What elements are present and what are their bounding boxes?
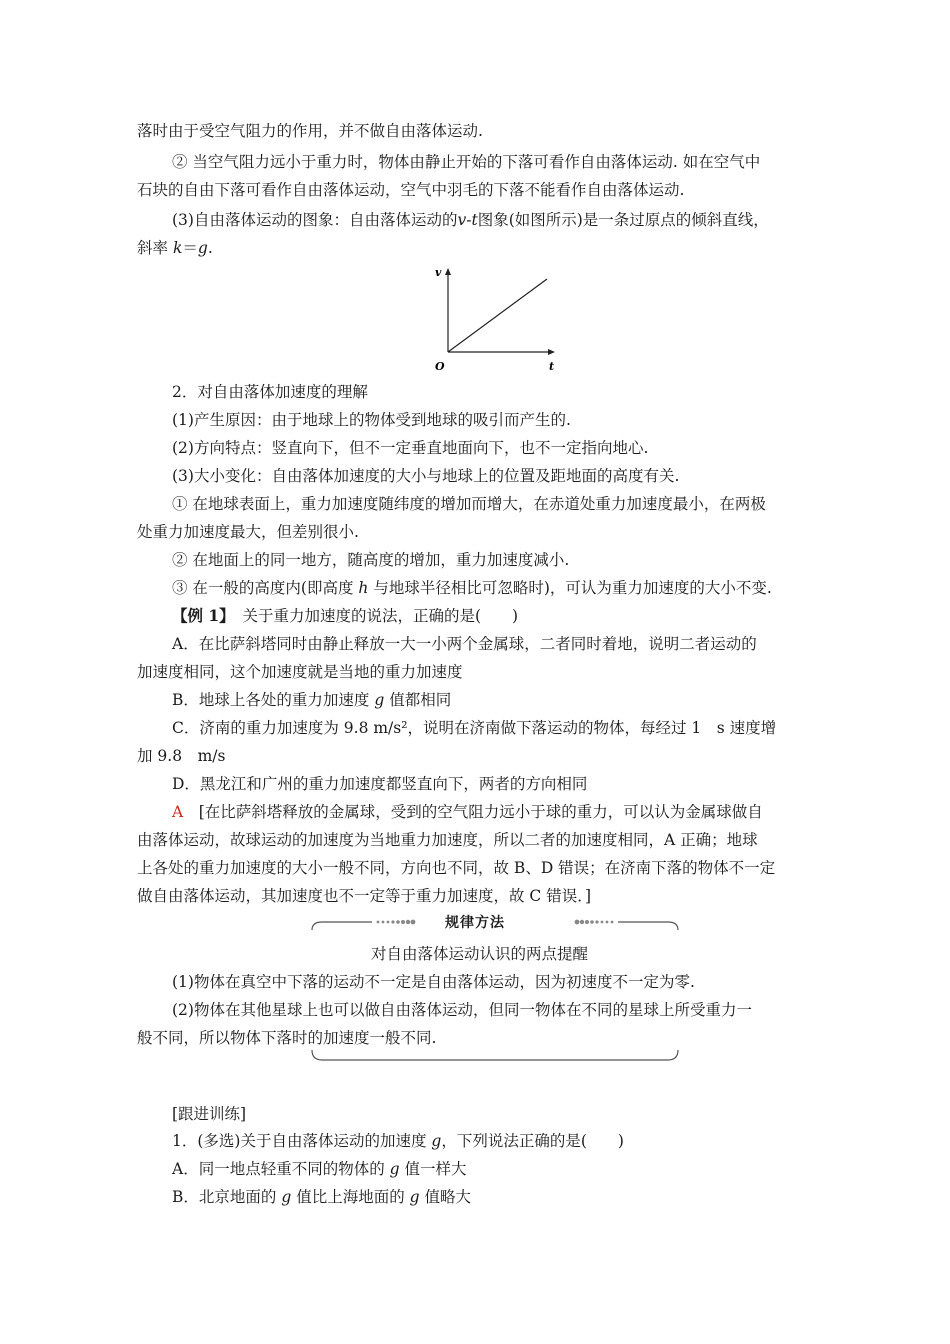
explanation-line: 由落体运动，故球运动的加速度为当地重力加速度，所以二者的加速度相同，A 正确；地球 xyxy=(137,831,758,849)
variable: v-t xyxy=(457,211,478,229)
option-a: A．在比萨斜塔同时由静止释放一大一小两个金属球，二者同时着地，说明二者运动的 xyxy=(172,635,757,653)
x-axis-arrow xyxy=(548,349,555,355)
option-c: C．济南的重力加速度为 9.8 m/s²，说明在济南做下落运动的物体，每经过 1 s 速度增 xyxy=(172,719,777,737)
text-line: 般不同，所以物体下落时的加速度一般不同. xyxy=(137,1029,437,1047)
practice-question: 1．(多选)关于自由落体运动的加速度 g，下列说法正确的是( ) xyxy=(172,1132,624,1150)
practice-option-b: B．北京地面的 g 值比上海地面的 g 值略大 xyxy=(172,1188,472,1206)
text-line: ③ 在一般的高度内(即高度 h 与地球半径相比可忽略时)，可认为重力加速度的大小不变. xyxy=(172,579,772,597)
text-line: 斜率 k＝g. xyxy=(137,239,213,257)
vt-line xyxy=(448,279,547,352)
text-line: 落时由于受空气阻力的作用，并不做自由落体运动. xyxy=(137,122,483,140)
text-line: (2)物体在其他星球上也可以做自由落体运动，但同一物体在不同的星球上所受重力一 xyxy=(172,1001,752,1019)
text-line: (3)大小变化：自由落体加速度的大小与地球上的位置及距地面的高度有关. xyxy=(172,467,680,485)
explanation: A [在比萨斜塔释放的金属球，受到的空气阻力远小于球的重力，可以认为金属球做自 xyxy=(172,803,763,821)
practice-option-a: A．同一地点轻重不同的物体的 g 值一样大 xyxy=(172,1160,467,1178)
text-line: 处重力加速度最大，但差别很小. xyxy=(137,523,359,541)
vt-graph-figure xyxy=(425,262,575,377)
text-line: (2)方向特点：竖直向下，但不一定垂直地面向下，也不一定指向地心. xyxy=(172,439,649,457)
y-axis-label: v xyxy=(435,266,442,279)
practice-label: [跟进训练] xyxy=(172,1105,247,1123)
explanation-line: 上各处的重力加速度的大小一般不同，方向也不同，故 B、D 错误；在济南下落的物体不一定 xyxy=(137,859,776,877)
text-line: (1)物体在真空中下落的运动不一定是自由落体运动，因为初速度不一定为零. xyxy=(172,973,695,991)
y-axis-arrow xyxy=(445,268,451,275)
explanation-line: 做自由落体运动，其加速度也不一定等于重力加速度，故 C 错误．] xyxy=(137,887,592,905)
text-line: ① 在地球表面上，重力加速度随纬度的增加而增大，在赤道处重力加速度最小，在两极 xyxy=(172,495,766,513)
text-line: (3)自由落体运动的图象：自由落体运动的v-t图象(如图所示)是一条过原点的倾斜直线， xyxy=(172,211,769,229)
example-question: 【例 1】 关于重力加速度的说法，正确的是( ) xyxy=(172,606,519,625)
option-b: B．地球上各处的重力加速度 g 值都相同 xyxy=(172,691,452,709)
option-a-cont: 加速度相同，这个加速度就是当地的重力加速度 xyxy=(137,663,463,681)
answer-letter: A xyxy=(172,803,184,821)
option-c-cont: 加 9.8 m/s xyxy=(137,747,226,765)
option-d: D．黑龙江和广州的重力加速度都竖直向下，两者的方向相同 xyxy=(172,775,588,793)
section-title: 2．对自由落体加速度的理解 xyxy=(172,383,368,401)
x-axis-label: t xyxy=(549,360,555,373)
text-line: ② 当空气阻力远小于重力时，物体由静止开始的下落可看作自由落体运动. 如在空气中 xyxy=(172,153,761,171)
rules-box-header: 规律方法 xyxy=(445,915,505,931)
example-label: 【例 1】 xyxy=(172,606,227,625)
text-line: (1)产生原因：由于地球上的物体受到地球的吸引而产生的. xyxy=(172,411,571,429)
text-line: ② 在地面上的同一地方，随高度的增加，重力加速度减小. xyxy=(172,551,570,569)
text-line: 石块的自由下落可看作自由落体运动，空气中羽毛的下落不能看作自由落体运动. xyxy=(137,181,685,199)
rules-box-title: 对自由落体运动认识的两点提醒 xyxy=(371,945,589,963)
origin-label: O xyxy=(435,360,445,373)
